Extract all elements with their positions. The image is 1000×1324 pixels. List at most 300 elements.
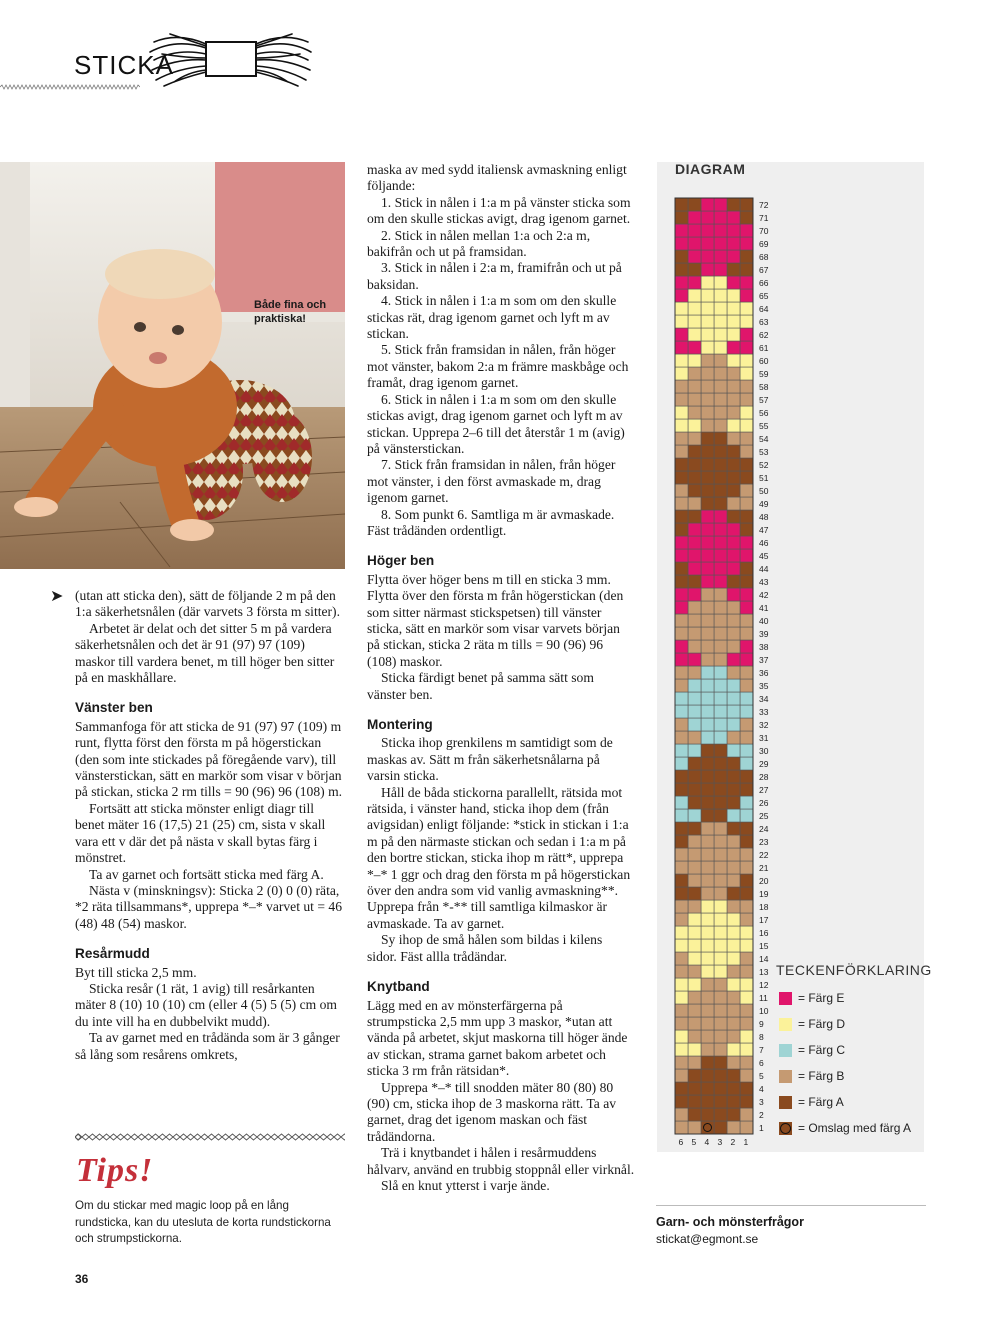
chart-cell: [675, 679, 688, 692]
chart-cell: [675, 1004, 688, 1017]
chart-cell: [714, 887, 727, 900]
chart-cell: [714, 1108, 727, 1121]
chart-cell: [740, 991, 753, 1004]
chart-cell: [701, 926, 714, 939]
chart-cell: [675, 796, 688, 809]
chart-cell: [727, 471, 740, 484]
chart-cell: [688, 705, 701, 718]
chart-cell: [740, 1004, 753, 1017]
chart-cell: [714, 861, 727, 874]
chart-cell: [727, 1082, 740, 1095]
chart-cell: [740, 315, 753, 328]
chart-cell: [714, 1004, 727, 1017]
row-number-label: 42: [759, 590, 769, 600]
chart-cell: [714, 679, 727, 692]
chart-cell: [714, 575, 727, 588]
row-number-label: 50: [759, 486, 769, 496]
chart-cell: [727, 835, 740, 848]
row-number-label: 55: [759, 421, 769, 431]
chart-cell: [701, 744, 714, 757]
chart-cell: [675, 237, 688, 250]
chart-cell: [714, 523, 727, 536]
legend-item: [779, 991, 844, 1007]
row-number-label: 35: [759, 681, 769, 691]
chart-cell: [675, 1017, 688, 1030]
chart-cell: [727, 913, 740, 926]
chart-cell: [740, 848, 753, 861]
chart-cell: [701, 562, 714, 575]
chart-cell: [675, 445, 688, 458]
chart-cell: [727, 666, 740, 679]
chart-cell: [714, 484, 727, 497]
row-number-label: 62: [759, 330, 769, 340]
chart-cell: [701, 1056, 714, 1069]
chart-cell: [701, 991, 714, 1004]
row-number-label: 51: [759, 473, 769, 483]
chart-cell: [714, 198, 727, 211]
chart-cell: [740, 913, 753, 926]
row-number-label: 63: [759, 317, 769, 327]
chart-cell: [688, 939, 701, 952]
photo-caption: Både fina och praktiska!: [254, 299, 327, 325]
row-number-label: 44: [759, 564, 769, 574]
chart-cell: [701, 640, 714, 653]
chart-cell: [740, 1030, 753, 1043]
chart-cell: [714, 588, 727, 601]
chart-cell: [688, 744, 701, 757]
chart-cell: [688, 991, 701, 1004]
chart-cell: [740, 328, 753, 341]
chart-cell: [688, 484, 701, 497]
chart-cell: [688, 562, 701, 575]
chart-cell: [688, 575, 701, 588]
chart-cell: [727, 822, 740, 835]
chart-cell: [740, 536, 753, 549]
chart-cell: [727, 562, 740, 575]
chart-cell: [727, 419, 740, 432]
chart-cell: [701, 484, 714, 497]
row-number-label: 60: [759, 356, 769, 366]
row-number-label: 69: [759, 239, 769, 249]
row-number-label: 10: [759, 1006, 769, 1016]
chart-cell: [740, 523, 753, 536]
chart-cell: [740, 302, 753, 315]
row-number-label: 1: [759, 1123, 764, 1133]
chart-cell: [688, 601, 701, 614]
chart-cell: [727, 718, 740, 731]
chart-cell: [740, 341, 753, 354]
chart-cell: [688, 952, 701, 965]
row-number-label: 2: [759, 1110, 764, 1120]
chart-cell: [688, 1108, 701, 1121]
chart-cell: [701, 809, 714, 822]
chart-cell: [675, 705, 688, 718]
chart-cell: [714, 341, 727, 354]
chart-cell: [675, 835, 688, 848]
chart-cell: [714, 536, 727, 549]
chart-cell: [701, 341, 714, 354]
legend-label: = Färg A: [798, 1095, 844, 1109]
chart-cell: [688, 367, 701, 380]
row-number-label: 57: [759, 395, 769, 405]
chart-cell: [740, 965, 753, 978]
chart-cell: [727, 263, 740, 276]
chart-cell: [675, 458, 688, 471]
chart-cell: [740, 1121, 753, 1134]
legend-label: = Färg B: [798, 1069, 845, 1083]
chart-cell: [675, 302, 688, 315]
chart-cell: [740, 809, 753, 822]
chart-cell: [675, 770, 688, 783]
chart-cell: [740, 562, 753, 575]
chart-cell: [740, 588, 753, 601]
chart-cell: [701, 1095, 714, 1108]
chart-cell: [701, 393, 714, 406]
chart-cell: [688, 965, 701, 978]
chart-cell: [740, 575, 753, 588]
chart-cell: [727, 432, 740, 445]
heading-vanster-ben: Vänster ben: [75, 700, 153, 716]
chart-cell: [701, 588, 714, 601]
chart-cell: [701, 692, 714, 705]
chart-cell: [727, 783, 740, 796]
chart-cell: [727, 484, 740, 497]
chart-cell: [675, 289, 688, 302]
chart-cell: [740, 224, 753, 237]
chart-cell: [740, 1082, 753, 1095]
chart-cell: [701, 224, 714, 237]
chart-cell: [675, 900, 688, 913]
chart-cell: [740, 198, 753, 211]
row-number-label: 65: [759, 291, 769, 301]
chart-cell: [688, 393, 701, 406]
chart-cell: [714, 640, 727, 653]
chart-cell: [727, 523, 740, 536]
row-number-label: 40: [759, 616, 769, 626]
chart-cell: [727, 926, 740, 939]
chart-cell: [727, 380, 740, 393]
row-number-label: 70: [759, 226, 769, 236]
chart-cell: [675, 731, 688, 744]
chart-cell: [727, 887, 740, 900]
row-number-label: 38: [759, 642, 769, 652]
row-number-label: 23: [759, 837, 769, 847]
chart-cell: [727, 796, 740, 809]
chart-cell: [701, 237, 714, 250]
row-number-label: 34: [759, 694, 769, 704]
chart-cell: [688, 1004, 701, 1017]
chart-cell: [714, 744, 727, 757]
chart-cell: [701, 406, 714, 419]
legend-label: = Omslag med färg A: [798, 1121, 912, 1135]
chart-cell: [688, 224, 701, 237]
chart-cell: [701, 835, 714, 848]
chart-cell: [688, 588, 701, 601]
heading-hoger-ben: Höger ben: [367, 553, 435, 569]
row-number-label: 9: [759, 1019, 764, 1029]
chart-cell: [688, 809, 701, 822]
chart-cell: [727, 393, 740, 406]
chart-cell: [714, 471, 727, 484]
chart-cell: [675, 562, 688, 575]
chart-cell: [701, 874, 714, 887]
chart-cell: [701, 978, 714, 991]
chart-cell: [714, 848, 727, 861]
chart-cell: [701, 627, 714, 640]
chart-cell: [701, 1069, 714, 1082]
chart-cell: [740, 952, 753, 965]
chart-cell: [714, 731, 727, 744]
chart-cell: [675, 1121, 688, 1134]
row-number-label: 49: [759, 499, 769, 509]
row-number-label: 52: [759, 460, 769, 470]
chart-cell: [714, 406, 727, 419]
chart-cell: [701, 1043, 714, 1056]
chart-cell: [740, 419, 753, 432]
chart-cell: [714, 1095, 727, 1108]
chart-cell: [714, 913, 727, 926]
chart-cell: [740, 1043, 753, 1056]
chart-cell: [688, 1095, 701, 1108]
row-number-label: 68: [759, 252, 769, 262]
chart-cell: [675, 757, 688, 770]
chart-cell: [675, 874, 688, 887]
chart-cell: [701, 796, 714, 809]
chart-cell: [714, 627, 727, 640]
heading-resarmudd: Resårmudd: [75, 946, 150, 962]
chart-cell: [701, 549, 714, 562]
chart-cell: [740, 614, 753, 627]
chart-cell: [714, 614, 727, 627]
chart-cell: [688, 406, 701, 419]
color-swatch: [779, 1044, 792, 1057]
legend-item: [779, 1121, 911, 1137]
chart-cell: [727, 328, 740, 341]
col-number-label: 3: [717, 1137, 723, 1147]
chart-cell: [740, 731, 753, 744]
chart-cell: [688, 536, 701, 549]
chart-cell: [675, 692, 688, 705]
chart-cell: [688, 237, 701, 250]
chart-cell: [727, 588, 740, 601]
chart-cell: [688, 1121, 701, 1134]
chart-cell: [701, 952, 714, 965]
continuation-arrow-icon: ➤: [50, 588, 64, 605]
chart-cell: [675, 783, 688, 796]
chart-cell: [688, 640, 701, 653]
chart-cell: [714, 497, 727, 510]
chart-cell: [727, 900, 740, 913]
chart-cell: [688, 523, 701, 536]
chart-cell: [740, 601, 753, 614]
chart-cell: [714, 549, 727, 562]
chart-cell: [727, 458, 740, 471]
chart-cell: [714, 367, 727, 380]
chart-cell: [727, 536, 740, 549]
chart-cell: [701, 601, 714, 614]
chart-cell: [727, 809, 740, 822]
chart-cell: [701, 965, 714, 978]
row-number-label: 47: [759, 525, 769, 535]
row-number-label: 56: [759, 408, 769, 418]
chart-cell: [675, 848, 688, 861]
chart-cell: [740, 276, 753, 289]
chart-cell: [740, 744, 753, 757]
chart-cell: [714, 666, 727, 679]
chart-cell: [727, 640, 740, 653]
row-number-label: 33: [759, 707, 769, 717]
chart-cell: [740, 718, 753, 731]
chart-cell: [740, 354, 753, 367]
chart-cell: [688, 354, 701, 367]
chart-cell: [727, 1108, 740, 1121]
chart-cell: [727, 237, 740, 250]
chart-cell: [701, 354, 714, 367]
legend-label: = Färg D: [798, 1017, 846, 1031]
tips-heading: Tips!: [76, 1152, 154, 1189]
row-number-label: 24: [759, 824, 769, 834]
chart-cell: [740, 1056, 753, 1069]
chart-cell: [675, 536, 688, 549]
chart-cell: [675, 523, 688, 536]
row-number-label: 37: [759, 655, 769, 665]
row-number-label: 18: [759, 902, 769, 912]
chart-cell: [740, 471, 753, 484]
row-number-label: 25: [759, 811, 769, 821]
chart-cell: [727, 939, 740, 952]
chart-cell: [675, 211, 688, 224]
chart-cell: [675, 952, 688, 965]
knitting-chart: [660, 196, 780, 1152]
omslag-circle-icon: [779, 1122, 792, 1135]
chart-cell: [714, 926, 727, 939]
chart-cell: [740, 692, 753, 705]
chart-cell: [727, 367, 740, 380]
chart-cell: [727, 289, 740, 302]
chart-cell: [688, 614, 701, 627]
chart-cell: [688, 1043, 701, 1056]
row-number-label: 36: [759, 668, 769, 678]
chart-cell: [714, 653, 727, 666]
chart-cell: [688, 250, 701, 263]
row-number-label: 5: [759, 1071, 764, 1081]
heading-montering: Montering: [367, 717, 433, 732]
chart-cell: [688, 432, 701, 445]
chart-cell: [675, 861, 688, 874]
chart-cell: [688, 835, 701, 848]
chart-cell: [740, 484, 753, 497]
chart-cell: [740, 1017, 753, 1030]
chart-cell: [740, 458, 753, 471]
chart-cell: [675, 887, 688, 900]
chart-cell: [688, 874, 701, 887]
chart-cell: [701, 445, 714, 458]
row-number-label: 53: [759, 447, 769, 457]
chart-cell: [727, 770, 740, 783]
chart-cell: [740, 783, 753, 796]
chart-cell: [675, 718, 688, 731]
chart-cell: [701, 497, 714, 510]
chart-cell: [688, 341, 701, 354]
chart-cell: [701, 939, 714, 952]
chart-cell: [675, 328, 688, 341]
chart-cell: [701, 614, 714, 627]
chart-cell: [675, 1056, 688, 1069]
chart-cell: [714, 978, 727, 991]
chart-cell: [688, 1082, 701, 1095]
chart-cell: [675, 497, 688, 510]
col-number-label: 4: [704, 1137, 710, 1147]
chart-cell: [714, 952, 727, 965]
chart-cell: [740, 1108, 753, 1121]
chart-cell: [740, 445, 753, 458]
chart-cell: [714, 1030, 727, 1043]
chart-cell: [688, 913, 701, 926]
chart-cell: [688, 276, 701, 289]
chart-cell: [675, 1069, 688, 1082]
chart-cell: [727, 731, 740, 744]
row-number-label: 26: [759, 798, 769, 808]
chart-cell: [701, 913, 714, 926]
chart-cell: [740, 705, 753, 718]
chart-cell: [675, 588, 688, 601]
chart-cell: [675, 250, 688, 263]
chart-cell: [740, 900, 753, 913]
chart-cell: [714, 224, 727, 237]
chart-cell: [727, 276, 740, 289]
chart-cell: [740, 679, 753, 692]
chart-cell: [714, 601, 727, 614]
chart-cell: [688, 289, 701, 302]
chart-cell: [675, 666, 688, 679]
chart-cell: [740, 1069, 753, 1082]
row-number-label: 3: [759, 1097, 764, 1107]
chart-cell: [740, 250, 753, 263]
chart-cell: [740, 653, 753, 666]
chart-cell: [740, 978, 753, 991]
chart-cell: [727, 1017, 740, 1030]
chart-cell: [727, 861, 740, 874]
chart-cell: [714, 809, 727, 822]
chart-cell: [740, 497, 753, 510]
text-column-2: maska av med sydd italiensk avmaskning enligt följande: 1. Stick in nålen i 1:a m på vänster sticka som om den skulle stickas avigt, drag igenom garnet. 2. Stick in nålen mellan 1:a och 2:a m, bakifrån och ut på framsidan. 3. Stick in nålen i 2:a m, framifrån och ut på baksidan. 4. Stick in nålen i 1:a m som om den skulle stickas rät, drag igenom garnet och lyft m av stickan. 5. Stick från framsidan in nålen, från höger mot vänster, bakom 2:a m främre maskbåge och framåt, drag igenom garnet. 6. Stick in nålen i 1:a m som om den skulle stickas avigt, drag igenom garnet och lyft m av stickan. Upprepa 2–6 till det återstår 1 m (avig) på vänsterstickan. 7. Stick från framsidan in nålen, från höger mot vänster, i den först avmaskade m, drag igenom garnet. 8. Som punkt 6. Samtliga m är avmaskade. Fäst trådänden ordentligt. Höger ben Flytta över höger bens m till en sticka 3 mm. Flytta över den första m från högerstickan (den som sitter närmast stickspetsen) till vänster sticka, sätt en markör som visar varvets början på stickan, sticka 2 räta m tills = 90 (96) 96 (108) maskor. Sticka färdigt benet på samma sätt som vänster ben. Montering Sticka ihop grenkilens m samtidigt som de maskas av. Sätt m från säkerhetsnålarna på varsin sticka. Håll de båda stickorna parallellt, rätsida mot rätsida, i vänster hand, sticka ihop dem (från avigsidan) enligt följande: *stick in stickan i 1:a m på den närmaste stickan och sedan i 1:a m på den bortre stickan, sticka ihop m rätt*, upprepa *–* 1 ggr och drag den första m på högerstickan över den andra som vid vanlig avmaskning**. Upprepa från *-** till samtliga kilmaskor är avmaskade. Ta av garnet. Sy ihop de små hålen som bildas i kilens sidor. Fäst allla trådändar. Knytband Lägg med en av mönsterfärgerna på strumpsticka 2,5 mm upp 3 maskor, *utan att vända på arbetet, skjut maskorna till höger ände av stickan, strama garnet bakom arbetet och sticka 3 rm från rätsidan*. Upprepa *–* till snodden mäter 80 (80) 80 (90) cm, sticka ihop de 3 maskorna rätt. Ta av garnet, drag det igenom maskan och fäst trådändorna. Trä i knytbandet i hålen i resårmuddens hålvarv, använd en trubbig stoppnål eller virknål. Slå en knut ytterst i varje ände.: [367, 162, 635, 1193]
chart-cell: [701, 328, 714, 341]
chart-cell: [714, 822, 727, 835]
chart-cell: [714, 705, 727, 718]
color-swatch: [779, 1096, 792, 1109]
chart-cell: [688, 848, 701, 861]
chart-cell: [688, 900, 701, 913]
chart-cell: [675, 601, 688, 614]
chart-cell: [714, 692, 727, 705]
chart-cell: [727, 250, 740, 263]
legend-item: [779, 1043, 845, 1059]
chart-cell: [740, 835, 753, 848]
chart-cell: [727, 198, 740, 211]
chart-cell: [740, 926, 753, 939]
legend-label: = Färg C: [798, 1043, 846, 1057]
row-number-label: 15: [759, 941, 769, 951]
chart-cell: [714, 237, 727, 250]
chart-cell: [714, 783, 727, 796]
legend-item: [779, 1095, 844, 1111]
chart-cell: [675, 913, 688, 926]
chart-cell: [688, 718, 701, 731]
chart-cell: [688, 926, 701, 939]
chart-cell: [688, 796, 701, 809]
chart-cell: [727, 744, 740, 757]
legend-item: [779, 1069, 844, 1085]
